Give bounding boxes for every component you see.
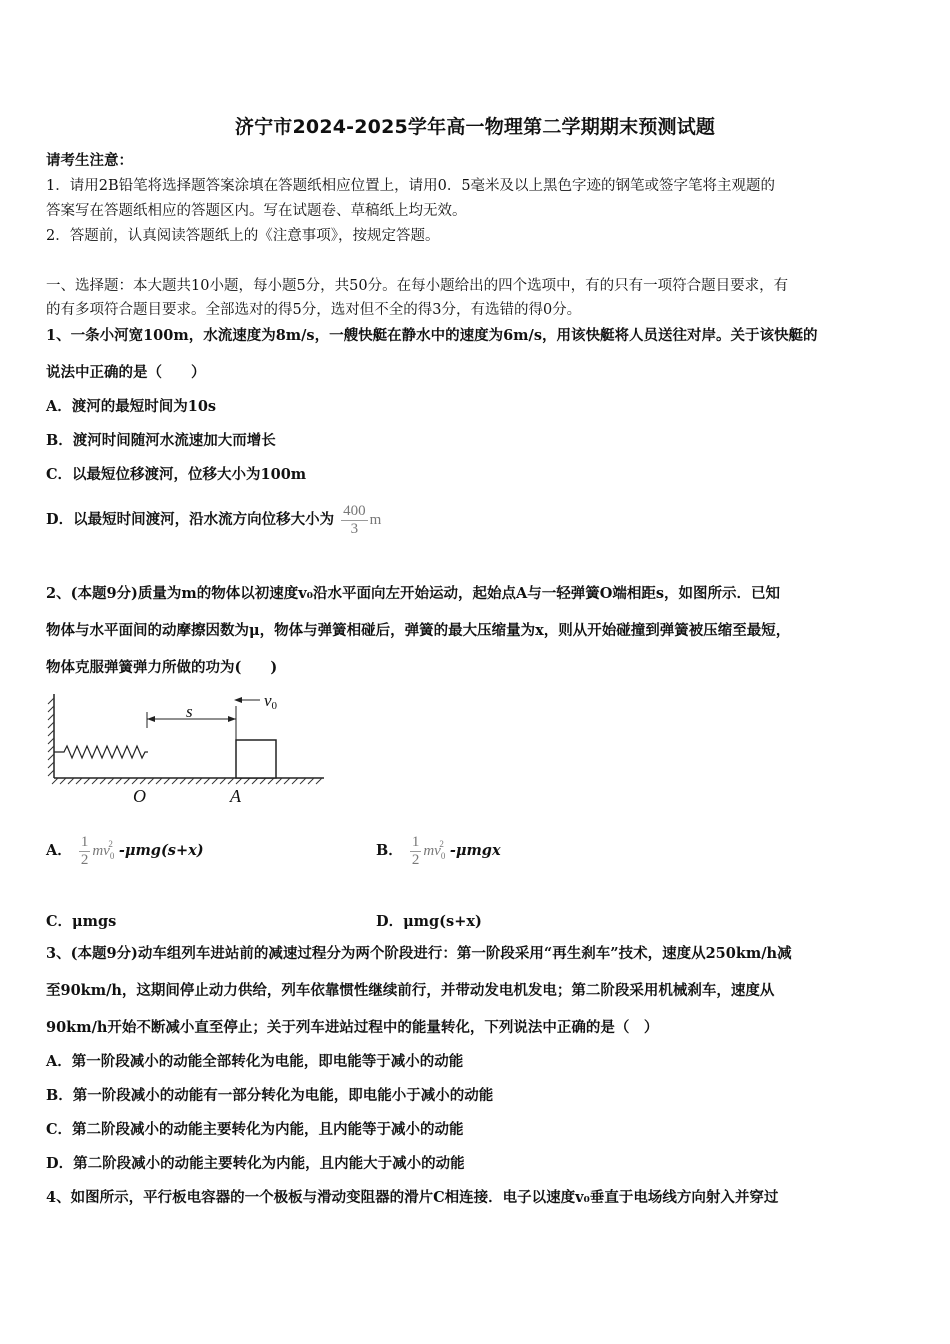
v0-arrow-head [234, 697, 242, 703]
mv-term: $mv_0^2$ [92, 839, 115, 861]
half-fraction [410, 834, 422, 869]
section1-intro-line1: 一、选择题：本大题共10小题，每小题5分，共50分。在每小题给出的四个选项中，有的只有一项符合题目要求，有 [46, 278, 789, 294]
q1-option-b: B．渡河时间随河水流速加大而增长 [46, 432, 276, 449]
notice-item1-line2: 答案写在答题纸相应的答题区内。写在试题卷、草稿纸上均无效。 [46, 203, 467, 219]
ground-hatch [52, 778, 322, 784]
half-fraction [79, 834, 91, 869]
q3-option-b: B．第一阶段减小的动能有一部分转化为电能，即电能小于减小的动能 [46, 1087, 494, 1104]
fraction-denominator: 3 [341, 520, 368, 538]
section1-intro-line2: 的有多项符合题目要求。全部选对的得5分，选对但不全的得3分，有选错的得0分。 [46, 302, 582, 318]
q2-spring-block-figure [44, 686, 334, 808]
q2-option-d: D．μmg(s+x) [376, 913, 482, 930]
q1-option-a: A．渡河的最短时间为10s [46, 398, 217, 415]
q4-stem-line1: 4、如图所示，平行板电容器的一个极板与滑动变阻器的滑片C相连接．电子以速度v₀垂直于电场线方向射入并穿过 [46, 1189, 779, 1206]
q1-option-d-fraction [341, 503, 368, 538]
notice-item2: 2．答题前，认真阅读答题纸上的《注意事项》，按规定答题。 [46, 228, 440, 244]
notice-item1-line1: 1．请用2B铅笔将选择题答案涂填在答题纸相应位置上，请用0．5毫米及以上黑色字迹的钢笔或签字笔将主观题的 [46, 178, 776, 194]
q3-stem-line1: 3、(本题9分)动车组列车进站前的减速过程分为两个阶段进行：第一阶段采用“再生刹车”技术，速度从250km/h减 [46, 945, 792, 962]
q1-stem-line1: 1、一条小河宽100m，水流速度为8m/s，一艘快艇在静水中的速度为6m/s，用该快艇将人员送往对岸。关于该快艇的 [46, 327, 818, 344]
q2-option-b [376, 826, 501, 876]
s-arrow-right [228, 716, 236, 722]
option-letter: B． [376, 842, 403, 859]
option-tail: -μmg(s+x) [118, 842, 204, 859]
label-v0: v0 [264, 691, 278, 712]
label-o: O [133, 786, 146, 806]
q1-option-d [46, 500, 381, 540]
q2-stem-line3: 物体克服弹簧弹力所做的功为( ) [46, 659, 278, 676]
label-s: s [186, 702, 193, 721]
block [236, 740, 276, 778]
q2-stem-line1: 2、(本题9分)质量为m的物体以初速度v₀沿水平面向左开始运动，起始点A与一轻弹簧O端相距s，如图所示．已知 [46, 585, 781, 602]
q1-option-d-text: D．以最短时间渡河，沿水流方向位移大小为 [46, 511, 335, 528]
s-arrow-left [147, 716, 155, 722]
wall-hatch [48, 698, 54, 776]
option-letter: A． [46, 842, 72, 859]
q1-option-c: C．以最短位移渡河，位移大小为100m [46, 466, 307, 483]
q2-option-c: C．μmgs [46, 913, 117, 930]
q1-stem-line2: 说法中正确的是（ ） [46, 364, 206, 381]
fraction-denominator: 2 [411, 851, 420, 868]
spring [54, 746, 148, 758]
mv-term: $mv_0^2$ [423, 839, 446, 861]
page-title: 济宁市2024-2025学年高一物理第二学期期末预测试题 [234, 116, 716, 138]
q3-option-c: C．第二阶段减小的动能主要转化为内能，且内能等于减小的动能 [46, 1121, 464, 1138]
q3-stem-line3: 90km/h开始不断减小直至停止；关于列车进站过程中的能量转化，下列说法中正确的是（ ） [46, 1019, 659, 1036]
q1-option-d-unit: m [369, 512, 382, 528]
fraction-denominator: 2 [80, 851, 89, 868]
option-tail: -μmgx [449, 842, 501, 859]
q2-option-a [46, 826, 204, 876]
label-a: A [230, 786, 241, 806]
fraction-numerator: 1 [411, 833, 420, 850]
fraction-numerator: 400 [343, 502, 366, 519]
q3-option-a: A．第一阶段减小的动能全部转化为电能，即电能等于减小的动能 [46, 1053, 464, 1070]
notice-heading: 请考生注意： [46, 152, 133, 169]
q2-stem-line2: 物体与水平面间的动摩擦因数为μ，物体与弹簧相碰后，弹簧的最大压缩量为x，则从开始碰撞到弹簧被压缩至最短， [46, 622, 791, 639]
q3-stem-line2: 至90km/h，这期间停止动力供给，列车依靠惯性继续前行，并带动发电机发电；第二阶段采用机械刹车，速度从 [46, 982, 775, 999]
fraction-numerator: 1 [80, 833, 89, 850]
q3-option-d: D．第二阶段减小的动能主要转化为内能，且内能大于减小的动能 [46, 1155, 465, 1172]
